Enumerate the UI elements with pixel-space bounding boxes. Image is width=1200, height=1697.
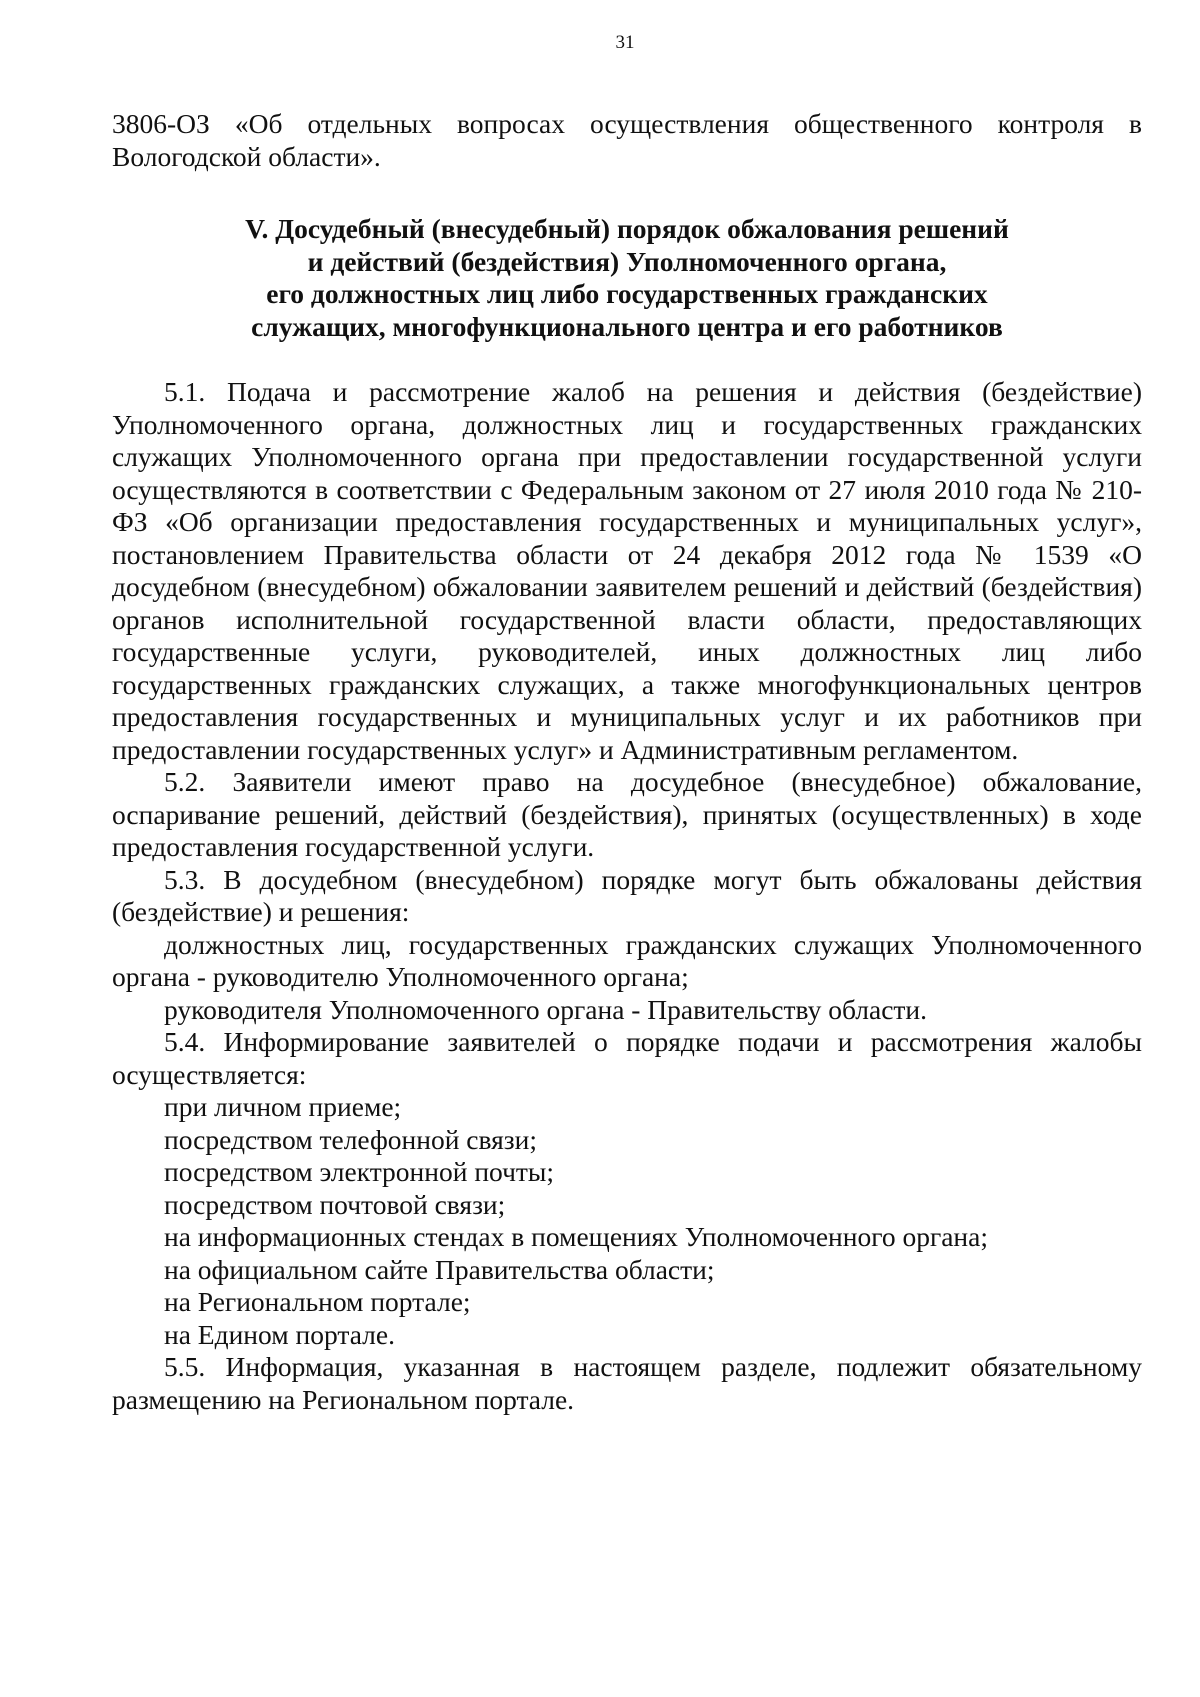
list-item: посредством телефонной связи;: [164, 1123, 537, 1155]
paragraph-5-1: 5.1. Подача и рассмотрение жалоб на решения и действия (бездействие) Уполномоченного органа, должностных лиц и государственных гражданских служащих Уполномоченного органа при предоставлении государственной услуги осуществляются в соответствии с Федеральным законом от 27 июля 2010 года № 210-ФЗ «Об организации предоставления государственных и муниципальных услуг», постановлением Правительства области от 24 декабря 2012 года № 1539 «О досудебном (внесудебном) обжаловании заявителем решений и действий (бездействия) органов исполнительной государственной власти области, предоставляющих государственные услуги, руководителей, иных должностных лиц либо государственных гражданских служащих, а также многофункциональных центров предоставления государственных и муниципальных услуг и их работников при предоставлении государственных услуг» и Административным регламентом.: [112, 376, 1142, 765]
paragraph-5-3: 5.3. В досудебном (внесудебном) порядке могут быть обжалованы действия (бездействие) и решения:: [112, 863, 1142, 927]
paragraph-5-3-item-1: должностных лиц, государственных гражданских служащих Уполномоченного органа - руководителю Уполномоченного органа;: [112, 928, 1142, 992]
list-item: на Региональном портале;: [164, 1286, 471, 1317]
intro-paragraph: 3806-ОЗ «Об отдельных вопросах осуществления общественного контроля в Вологодской области».: [112, 108, 1142, 172]
paragraph-5-5: 5.5. Информация, указанная в настоящем разделе, подлежит обязательному размещению на Региональном портале.: [112, 1351, 1142, 1415]
paragraph-5-4: 5.4. Информирование заявителей о порядке подачи и рассмотрения жалобы осуществляется:: [112, 1026, 1142, 1090]
list-item: на официальном сайте Правительства области;: [164, 1253, 715, 1285]
paragraph-5-3-item-2: руководителя Уполномоченного органа - Правительству области.: [164, 993, 928, 1025]
list-item: на информационных стендах в помещениях Уполномоченного органа;: [164, 1221, 988, 1252]
page-number: 31: [615, 32, 635, 53]
paragraph-5-2: 5.2. Заявители имеют право на досудебное (внесудебное) обжалование, оспаривание решений, действий (бездействия), принятых (осуществленных) в ходе предоставления государственной услуги.: [112, 766, 1142, 862]
section-heading-line-1: V. Досудебный (внесудебный) порядок обжалования решений: [245, 213, 1009, 244]
list-item: посредством электронной почты;: [164, 1156, 555, 1187]
list-item: на Едином портале.: [164, 1318, 395, 1350]
list-item: посредством почтовой связи;: [164, 1188, 506, 1220]
section-heading-line-4: служащих, многофункционального центра и его работников: [251, 310, 1003, 342]
list-item: при личном приеме;: [164, 1091, 402, 1122]
document-body: [112, 108, 1142, 1416]
section-heading: [112, 213, 1142, 343]
section-heading-line-3: его должностных лиц либо государственных гражданских: [266, 278, 988, 309]
section-heading-line-2: и действий (бездействия) Уполномоченного органа,: [307, 245, 947, 277]
